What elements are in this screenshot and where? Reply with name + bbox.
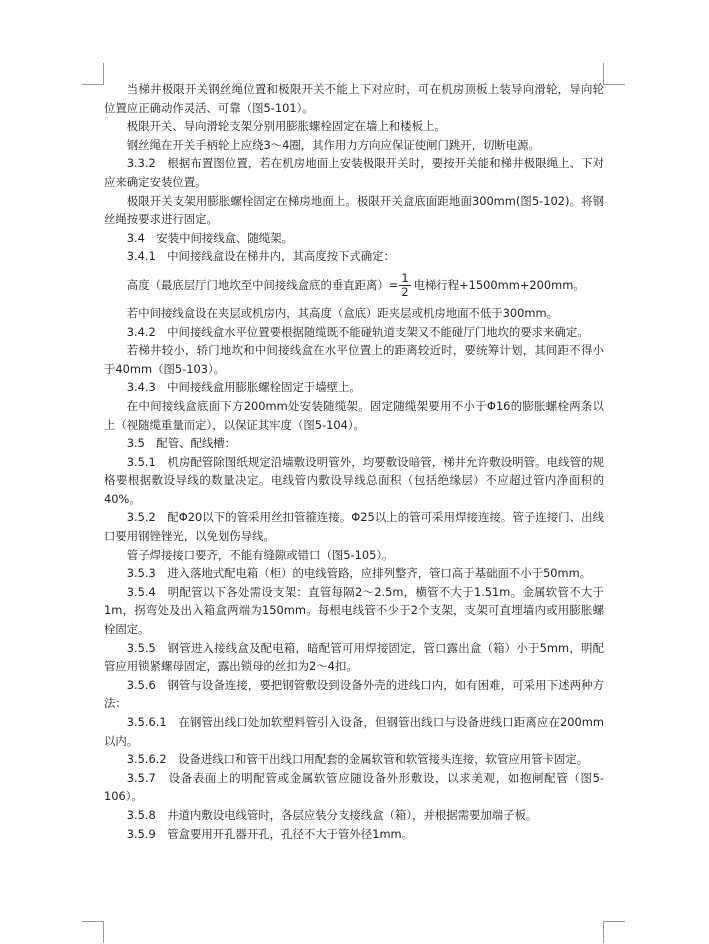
section-3-4-3: 3.4.3 中间接线盒用膨胀螺栓固定于墙壁上。: [126, 380, 361, 395]
section-3-5-3: 3.5.3 进入落地式配电箱（柜）的电线管路，应排列整齐，管口高于基础面不小于50mm。: [126, 566, 592, 581]
section-3-5-4: 3.5.4 明配管以下各处需设支架：直管每隔2～2.5m，横管不大于1.51m。金属软管不大于1m，拐弯处及出入箱盒两端为150mm。每根电线管不少于2个支架，支架可直埋墙内或用膨胀螺栓固定。: [104, 584, 604, 637]
formula-right: 电梯行程+1500mm+200mm。: [413, 277, 585, 292]
height-formula: [104, 266, 604, 304]
crop-mark-bottom-right: [603, 921, 625, 943]
section-3-5-8: 3.5.8 井道内敷设电线管时，各层应装分支接线盒（箱），并根据需要加端子板。: [126, 807, 538, 822]
section-3-3-2: 3.3.2 根据布置图位置，若在机房地面上安装极限开关时，要按开关能和梯井极限绳上、下对应来确定安装位置。: [104, 156, 604, 189]
section-3-5-6: 3.5.6 钢管与设备连接，要把钢管敷设到设备外壳的进线口内，如有困难，可采用下述两种方法：: [104, 677, 604, 711]
fraction-denominator: 2: [401, 284, 409, 299]
section-3-4-1: 3.4.1 中间接线盒设在梯井内，其高度按下式确定：: [126, 249, 395, 264]
paragraph: 钢丝绳在开关手柄轮上应绕3～4圈，其作用力方向应保证使闸门跳开，切断电源。: [126, 137, 540, 152]
fraction-one-half: [399, 272, 410, 299]
section-3-5-6-2: 3.5.6.2 设备进线口和管干出线口用配套的金属软管和软管接头连接，软管应用管卡固定。: [126, 752, 589, 767]
paragraph: 极限开关、导向滑轮支架分别用膨胀螺栓固定在墙上和楼板上。: [126, 119, 446, 134]
section-3-4-2: 3.4.2 中间接线盒水平位置要根据随缆既不能碰轨道支架又不能碰厅门地坎的要求来确定。: [126, 324, 589, 339]
section-3-5-2: 3.5.2 配Φ20以下的管采用丝扣管箍连接。Φ25以上的管可采用焊接连接。管子连接门、出线口要用钢锉锉光，以免划伤导线。: [104, 510, 604, 544]
section-3-5-9: 3.5.9 管盒要用开孔器开孔，孔径不大于管外径1mm。: [126, 826, 414, 841]
crop-mark-top-left: [82, 63, 104, 85]
section-heading-3-4: 3.4 安装中间接线盒、随缆架。: [126, 230, 293, 245]
section-heading-3-5: 3.5 配管、配线槽：: [126, 436, 237, 451]
section-3-5-7: 3.5.7 设备表面上的明配管或金属软管应随设备外形敷设，以求美观，如抱闸配管（图5-106）。: [104, 770, 604, 804]
document-body: [104, 80, 604, 843]
section-3-5-1: 3.5.1 机房配管除图纸规定沿墙敷设明管外，均要敷设暗管，梯井允许敷设明管。电线管的规格要根据敷设导线的数量决定。电线管内敷设导线总面积（包括绝缘层）不应超过管内净面积的40%。: [104, 454, 604, 506]
section-3-5-5: 3.5.5 钢管进入接线盒及配电箱，暗配管可用焊接固定，管口露出盒（箱）小于5mm，明配管应用锁紧螺母固定，露出锁母的丝扣为2～4扣。: [104, 640, 604, 674]
crop-mark-bottom-left: [82, 921, 104, 943]
paragraph: 若中间接线盒设在夹层或机房内，其高度（盒底）距夹层或机房地面不低于300mm。: [126, 305, 559, 320]
paragraph: 管子焊接接口要齐，不能有缝隙或错口（图5-105）。: [126, 547, 394, 562]
paragraph: 在中间接线盒底面下方200mm处安装随缆架。固定随缆架要用不小于Φ16的膨胀螺栓两条以上（视随缆重量而定），以保证其牢度（图5-104）。: [104, 398, 604, 432]
paragraph: 若梯井较小，轿门地坎和中间接线盒在水平位置上的距离较近时，要统筹计划，其间距不得小于40mm（图5-103）。: [104, 343, 604, 376]
crop-mark-top-right: [603, 63, 625, 85]
fraction-numerator: 1: [401, 270, 409, 285]
paragraph: 当梯井极限开关钢丝绳位置和极限开关不能上下对应时，可在机房顶板上装导向滑轮，导向轮位置应正确动作灵活、可靠（图5-101）。: [104, 82, 604, 115]
section-3-5-6-1: 3.5.6.1 在钢管出线口处加软塑料管引入设备，但钢管出线口与设备进线口距离应在200mm以内。: [104, 715, 604, 748]
paragraph: 极限开关支架用膨胀螺栓固定在梯房地面上。极限开关盒底面距地面300mm(图5-102)。将钢丝绳按要求进行固定。: [104, 193, 604, 227]
formula-left: 高度（最底层厅门地坎至中间接线盒底的垂直距离）=: [126, 277, 399, 292]
